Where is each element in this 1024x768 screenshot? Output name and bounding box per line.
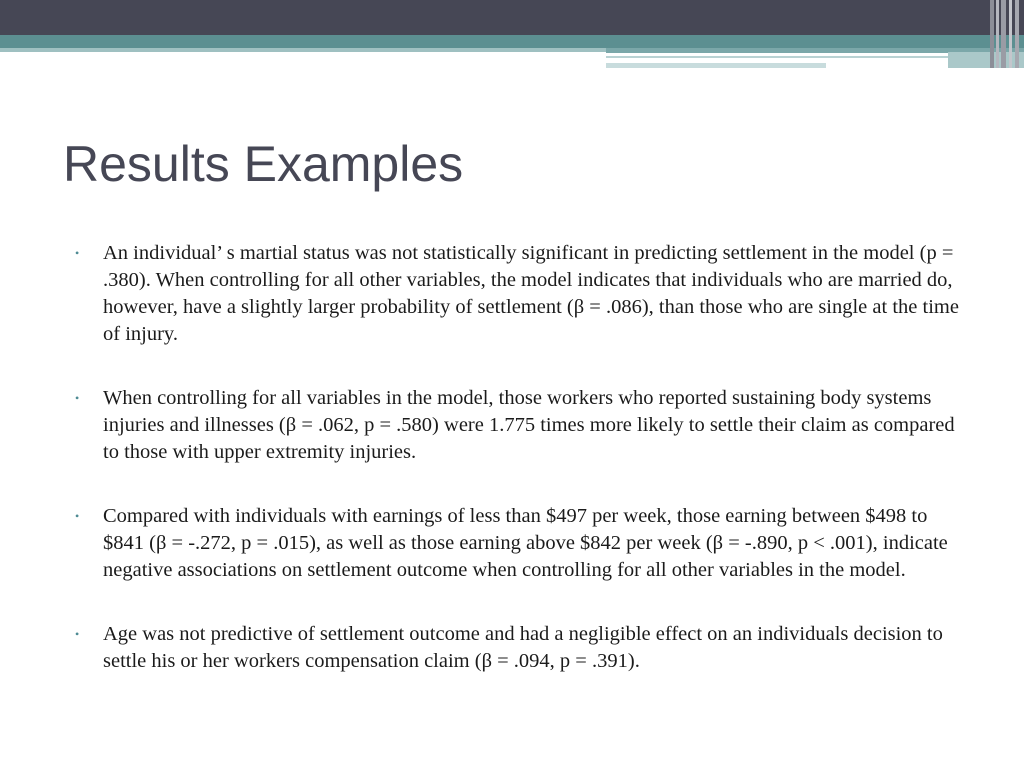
bullet-marker: •	[75, 391, 80, 405]
bullet-text: Compared with individuals with earnings of less than $497 per week, those earning between $498 to $841 (β = -.272, p = .015), as well as those earning above $842 per week (β = -.890, p < .001), indicate negative associations on settlement outcome when controlling for all other variables in the model.	[103, 505, 948, 581]
bullet-item-age	[73, 621, 973, 675]
bullet-text: Age was not predictive of settlement outcome and had a negligible effect on an individuals decision to settle his or her workers compensation claim (β = .094, p = .391).	[103, 623, 943, 672]
slide-title: Results Examples	[63, 136, 464, 192]
bullet-item-earnings	[73, 503, 973, 584]
bullet-marker: •	[75, 246, 80, 260]
bullet-item-marital-status	[73, 240, 973, 348]
header-accent-line-lower	[606, 63, 826, 68]
bullet-marker: •	[75, 627, 80, 641]
header-dark-band	[0, 0, 1024, 35]
bullet-list	[73, 240, 973, 712]
header-teal-band	[0, 35, 1024, 48]
bullet-marker: •	[75, 509, 80, 523]
bullet-text: An individual’ s martial status was not statistically significant in predicting settlement in the model (p = .380). When controlling for all other variables, the model indicates that individuals who are married do, however, have a slightly larger probability of settlement (β = .086), than those who are single at the time of injury.	[103, 242, 959, 345]
header-vertical-stripes	[990, 0, 1024, 68]
bullet-item-body-systems	[73, 385, 973, 466]
header-accent-strip-left	[0, 48, 606, 52]
bullet-text: When controlling for all variables in the model, those workers who reported sustaining body systems injuries and illnesses (β = .062, p = .580) were 1.775 times more likely to settle their claim as compared to those with upper extremity injuries.	[103, 387, 955, 463]
header-accent-line	[606, 56, 948, 58]
